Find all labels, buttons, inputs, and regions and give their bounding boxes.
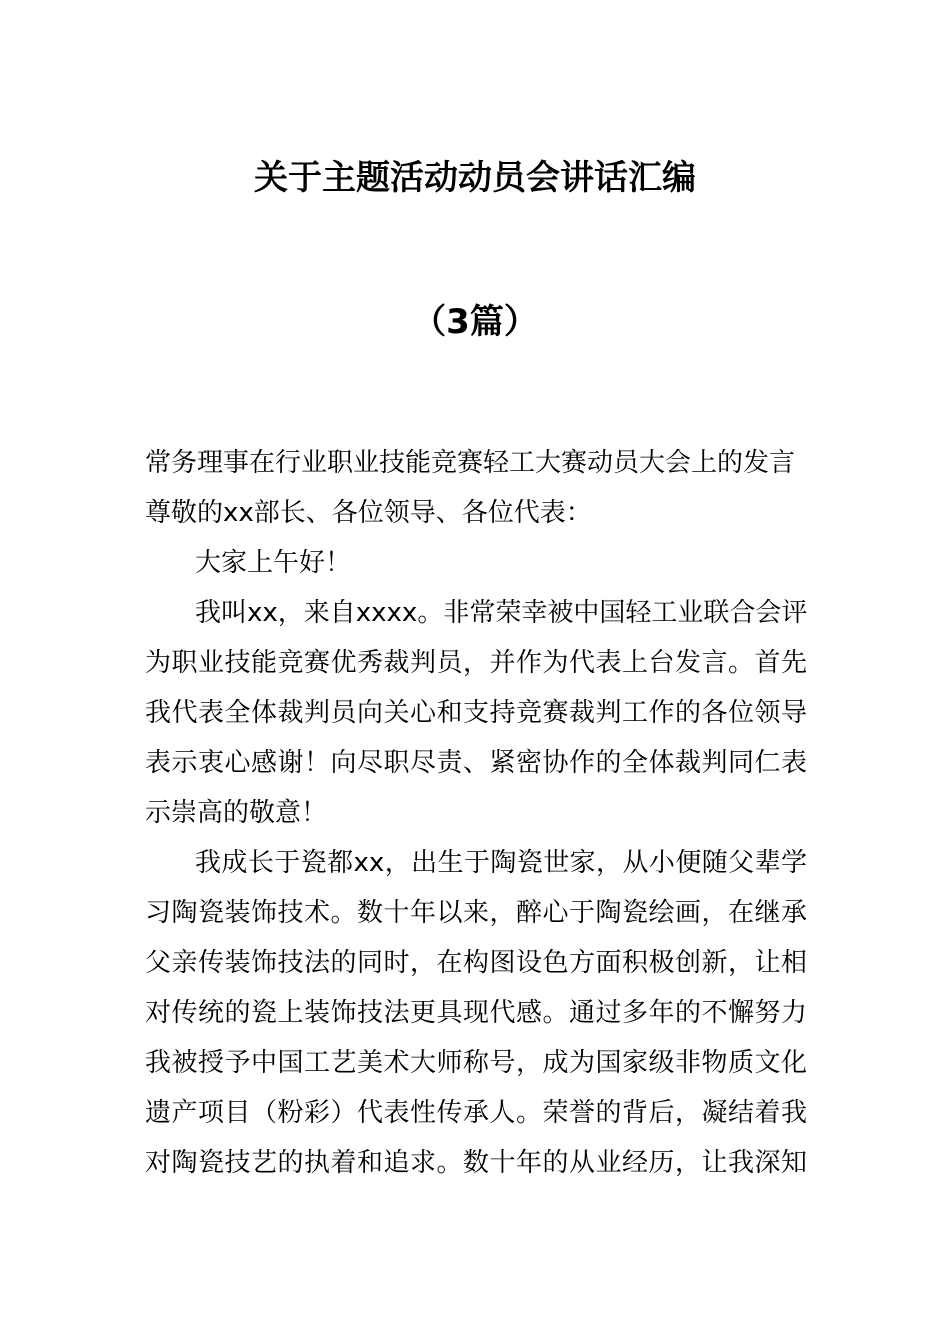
- paragraph-line: 对陶瓷技艺的执着和追求。数十年的从业经历，让我深知: [145, 1148, 807, 1178]
- paragraph-line: 表示衷心感谢！向尽职尽责、紧密协作的全体裁判同仁表: [145, 748, 807, 778]
- document-title: 关于主题活动动员会讲话汇编: [254, 158, 696, 198]
- paragraph-line: 我叫xx，来自xxxx。非常荣幸被中国轻工业联合会评: [195, 598, 807, 628]
- paragraph-line: 示崇高的敬意！: [145, 798, 328, 828]
- paragraph-line: 为职业技能竞赛优秀裁判员，并作为代表上台发言。首先: [145, 648, 807, 678]
- paragraph-line: 我被授予中国工艺美术大师称号，成为国家级非物质文化: [145, 1048, 807, 1078]
- paragraph-line: 对传统的瓷上装饰技法更具现代感。通过多年的不懈努力: [145, 998, 807, 1028]
- document-subtitle: （3篇）: [412, 302, 538, 342]
- paragraph-line: 父亲传装饰技法的同时，在构图设色方面积极创新，让相: [145, 948, 807, 978]
- greeting: 大家上午好！: [195, 548, 352, 578]
- document-body: [145, 438, 807, 1188]
- paragraph-line: 遗产项目（粉彩）代表性传承人。荣誉的背后，凝结着我: [145, 1098, 807, 1128]
- speech-heading: 常务理事在行业职业技能竞赛轻工大赛动员大会上的发言: [145, 448, 796, 478]
- paragraph-line: 我代表全体裁判员向关心和支持竞赛裁判工作的各位领导: [145, 698, 807, 728]
- paragraph-line: 我成长于瓷都xx，出生于陶瓷世家，从小便随父辈学: [195, 848, 807, 878]
- salutation: 尊敬的xx部长、各位领导、各位代表：: [145, 498, 592, 528]
- paragraph-line: 习陶瓷装饰技术。数十年以来，醉心于陶瓷绘画，在继承: [145, 898, 807, 928]
